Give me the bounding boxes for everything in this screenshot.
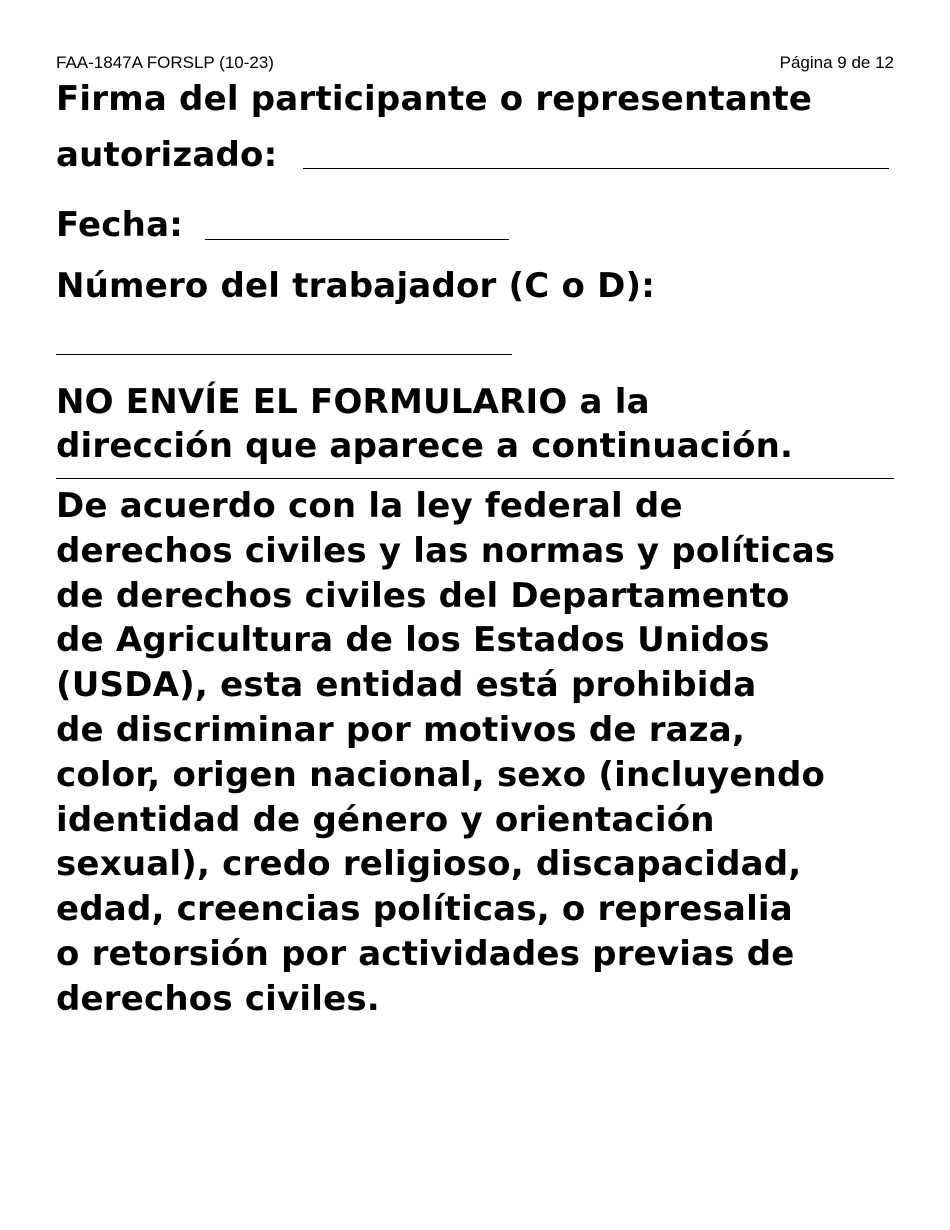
statement-line: sexual), credo religioso, discapacidad, [56,844,802,885]
notice-line: dirección que aparece a continuación. [56,426,794,466]
statement-line: identidad de género y orientación [56,799,715,840]
signature-label-line2: autorizado: [56,135,278,175]
statement-line: De acuerdo con la ley federal de [56,486,683,526]
statement-line: derechos civiles. [56,978,380,1019]
statement-line: de Agricultura de los Estados Unidos [56,620,770,661]
statement-line: (USDA), esta entidad está prohibida [56,665,757,706]
statement-line: de derechos civiles del Departamento [56,575,790,616]
page-header [56,52,894,76]
notice-line: NO ENVÍE EL FORMULARIO a la [56,382,650,422]
section-divider [56,478,894,479]
date-label: Fecha: [56,205,184,245]
worker-number-field[interactable] [56,354,512,355]
statement-line: derechos civiles y las normas y políticas [56,530,836,571]
page-number: Página 9 de 12 [779,53,894,72]
signature-label-line1: Firma del participante o representante [56,79,813,119]
nondiscrimination-statement [56,484,896,1022]
date-field[interactable] [205,239,509,240]
statement-line: o retorsión por actividades previas de [56,933,795,974]
signature-field[interactable] [303,168,889,169]
statement-line: de discriminar por motivos de raza, [56,709,746,750]
form-id: FAA-1847A FORSLP (10-23) [56,53,274,72]
statement-line: color, origen nacional, sexo (incluyendo [56,754,826,795]
do-not-send-notice [56,380,894,468]
worker-number-label: Número del trabajador (C o D): [56,266,656,306]
statement-line: edad, creencias políticas, o represalia [56,889,793,930]
